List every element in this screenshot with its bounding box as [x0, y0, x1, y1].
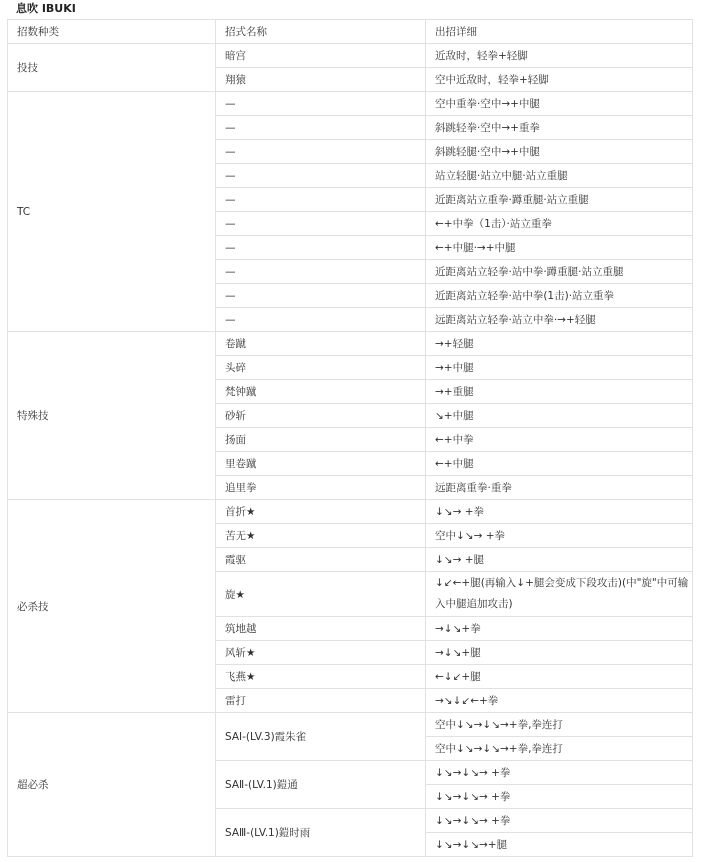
move-input: ↓↘→ +拳 — [426, 500, 693, 524]
table-row — [8, 44, 693, 68]
header-move-name: 招式名称 — [216, 20, 426, 44]
move-input: 近距离站立轻拳·站中拳(1击)·站立重拳 — [426, 284, 693, 308]
move-input: →+中腿 — [426, 356, 693, 380]
move-name: 首折★ — [216, 500, 426, 524]
move-name: — — [216, 236, 426, 260]
table-row — [8, 332, 693, 356]
move-input: →+重腿 — [426, 380, 693, 404]
move-input: 斜跳轻腿·空中→+中腿 — [426, 140, 693, 164]
move-input: ↓↙←+腿(再输入↓+腿会变成下段攻击)(中"旋"中可输入中腿追加攻击) — [426, 572, 693, 617]
move-name: SAⅡ-(LV.1)鎧通 — [216, 761, 426, 809]
move-input: 远距离站立轻拳·站立中拳·→+轻腿 — [426, 308, 693, 332]
header-move-input: 出招详细 — [426, 20, 693, 44]
move-name: 暗宫 — [216, 44, 426, 68]
move-input: ↓↘→↓↘→ +拳 — [426, 761, 693, 785]
move-name: 砂斩 — [216, 404, 426, 428]
move-name: 雷打 — [216, 689, 426, 713]
move-name: 苦无★ — [216, 524, 426, 548]
move-input: →+轻腿 — [426, 332, 693, 356]
category-special: 特殊技 — [8, 332, 216, 500]
move-name: SAⅢ-(LV.1)鎧时雨 — [216, 809, 426, 857]
move-name: — — [216, 284, 426, 308]
move-name: — — [216, 188, 426, 212]
move-name: 追里拳 — [216, 476, 426, 500]
move-input: ←+中拳 — [426, 428, 693, 452]
move-name: 旋★ — [216, 572, 426, 617]
move-input: →↓↘+拳 — [426, 617, 693, 641]
move-input: 空中↓↘→ +拳 — [426, 524, 693, 548]
header-category: 招数种类 — [8, 20, 216, 44]
move-input: ←+中腿 — [426, 452, 693, 476]
move-name: — — [216, 140, 426, 164]
move-name: 风斩★ — [216, 641, 426, 665]
header-row — [8, 20, 693, 44]
move-input: ↓↘→↓↘→ +拳 — [426, 785, 693, 809]
move-input: 近敌时，轻拳+轻脚 — [426, 44, 693, 68]
table-row — [8, 713, 693, 737]
move-name: — — [216, 260, 426, 284]
category-throw: 投技 — [8, 44, 216, 92]
move-input: ←↓↙+腿 — [426, 665, 693, 689]
table-row — [8, 92, 693, 116]
move-input: ←+中腿·→+中腿 — [426, 236, 693, 260]
move-name: 卷蹴 — [216, 332, 426, 356]
move-name: 梵钟蹴 — [216, 380, 426, 404]
move-input: 近距离站立重拳·蹲重腿·站立重腿 — [426, 188, 693, 212]
move-input: →↘↓↙←+拳 — [426, 689, 693, 713]
move-name: 翔猿 — [216, 68, 426, 92]
move-name: 霞驱 — [216, 548, 426, 572]
move-input: ↓↘→↓↘→ +拳 — [426, 809, 693, 833]
page-title: 息吹 IBUKI — [16, 2, 76, 15]
move-name: 飞燕★ — [216, 665, 426, 689]
move-name: 筑地越 — [216, 617, 426, 641]
move-input: 空中近敌时，轻拳+轻脚 — [426, 68, 693, 92]
move-name: 里卷蹴 — [216, 452, 426, 476]
move-input: 站立轻腿·站立中腿·站立重腿 — [426, 164, 693, 188]
move-input: ←+中拳（1击）·站立重拳 — [426, 212, 693, 236]
move-input: ↘+中腿 — [426, 404, 693, 428]
move-name: — — [216, 164, 426, 188]
category-super: 超必杀 — [8, 713, 216, 857]
move-input: 远距离重拳·重拳 — [426, 476, 693, 500]
move-input: 近距离站立轻拳·站中拳·蹲重腿·站立重腿 — [426, 260, 693, 284]
move-name: — — [216, 92, 426, 116]
move-name: — — [216, 116, 426, 140]
move-name: 扬面 — [216, 428, 426, 452]
move-name: — — [216, 308, 426, 332]
table-row — [8, 500, 693, 524]
move-input: 空中↓↘→↓↘→+拳,拳连打 — [426, 713, 693, 737]
move-input: 空中↓↘→↓↘→+拳,拳连打 — [426, 737, 693, 761]
category-deathblow: 必杀技 — [8, 500, 216, 713]
move-input: 空中重拳·空中→+中腿 — [426, 92, 693, 116]
move-name: SAⅠ-(LV.3)霞朱雀 — [216, 713, 426, 761]
move-input: ↓↘→ +腿 — [426, 548, 693, 572]
move-name: — — [216, 212, 426, 236]
move-input: →↓↘+腿 — [426, 641, 693, 665]
move-input: ↓↘→↓↘→+腿 — [426, 833, 693, 857]
move-name: 头碎 — [216, 356, 426, 380]
move-input: 斜跳轻拳·空中→+重拳 — [426, 116, 693, 140]
category-tc: TC — [8, 92, 216, 332]
moves-table — [7, 19, 693, 857]
